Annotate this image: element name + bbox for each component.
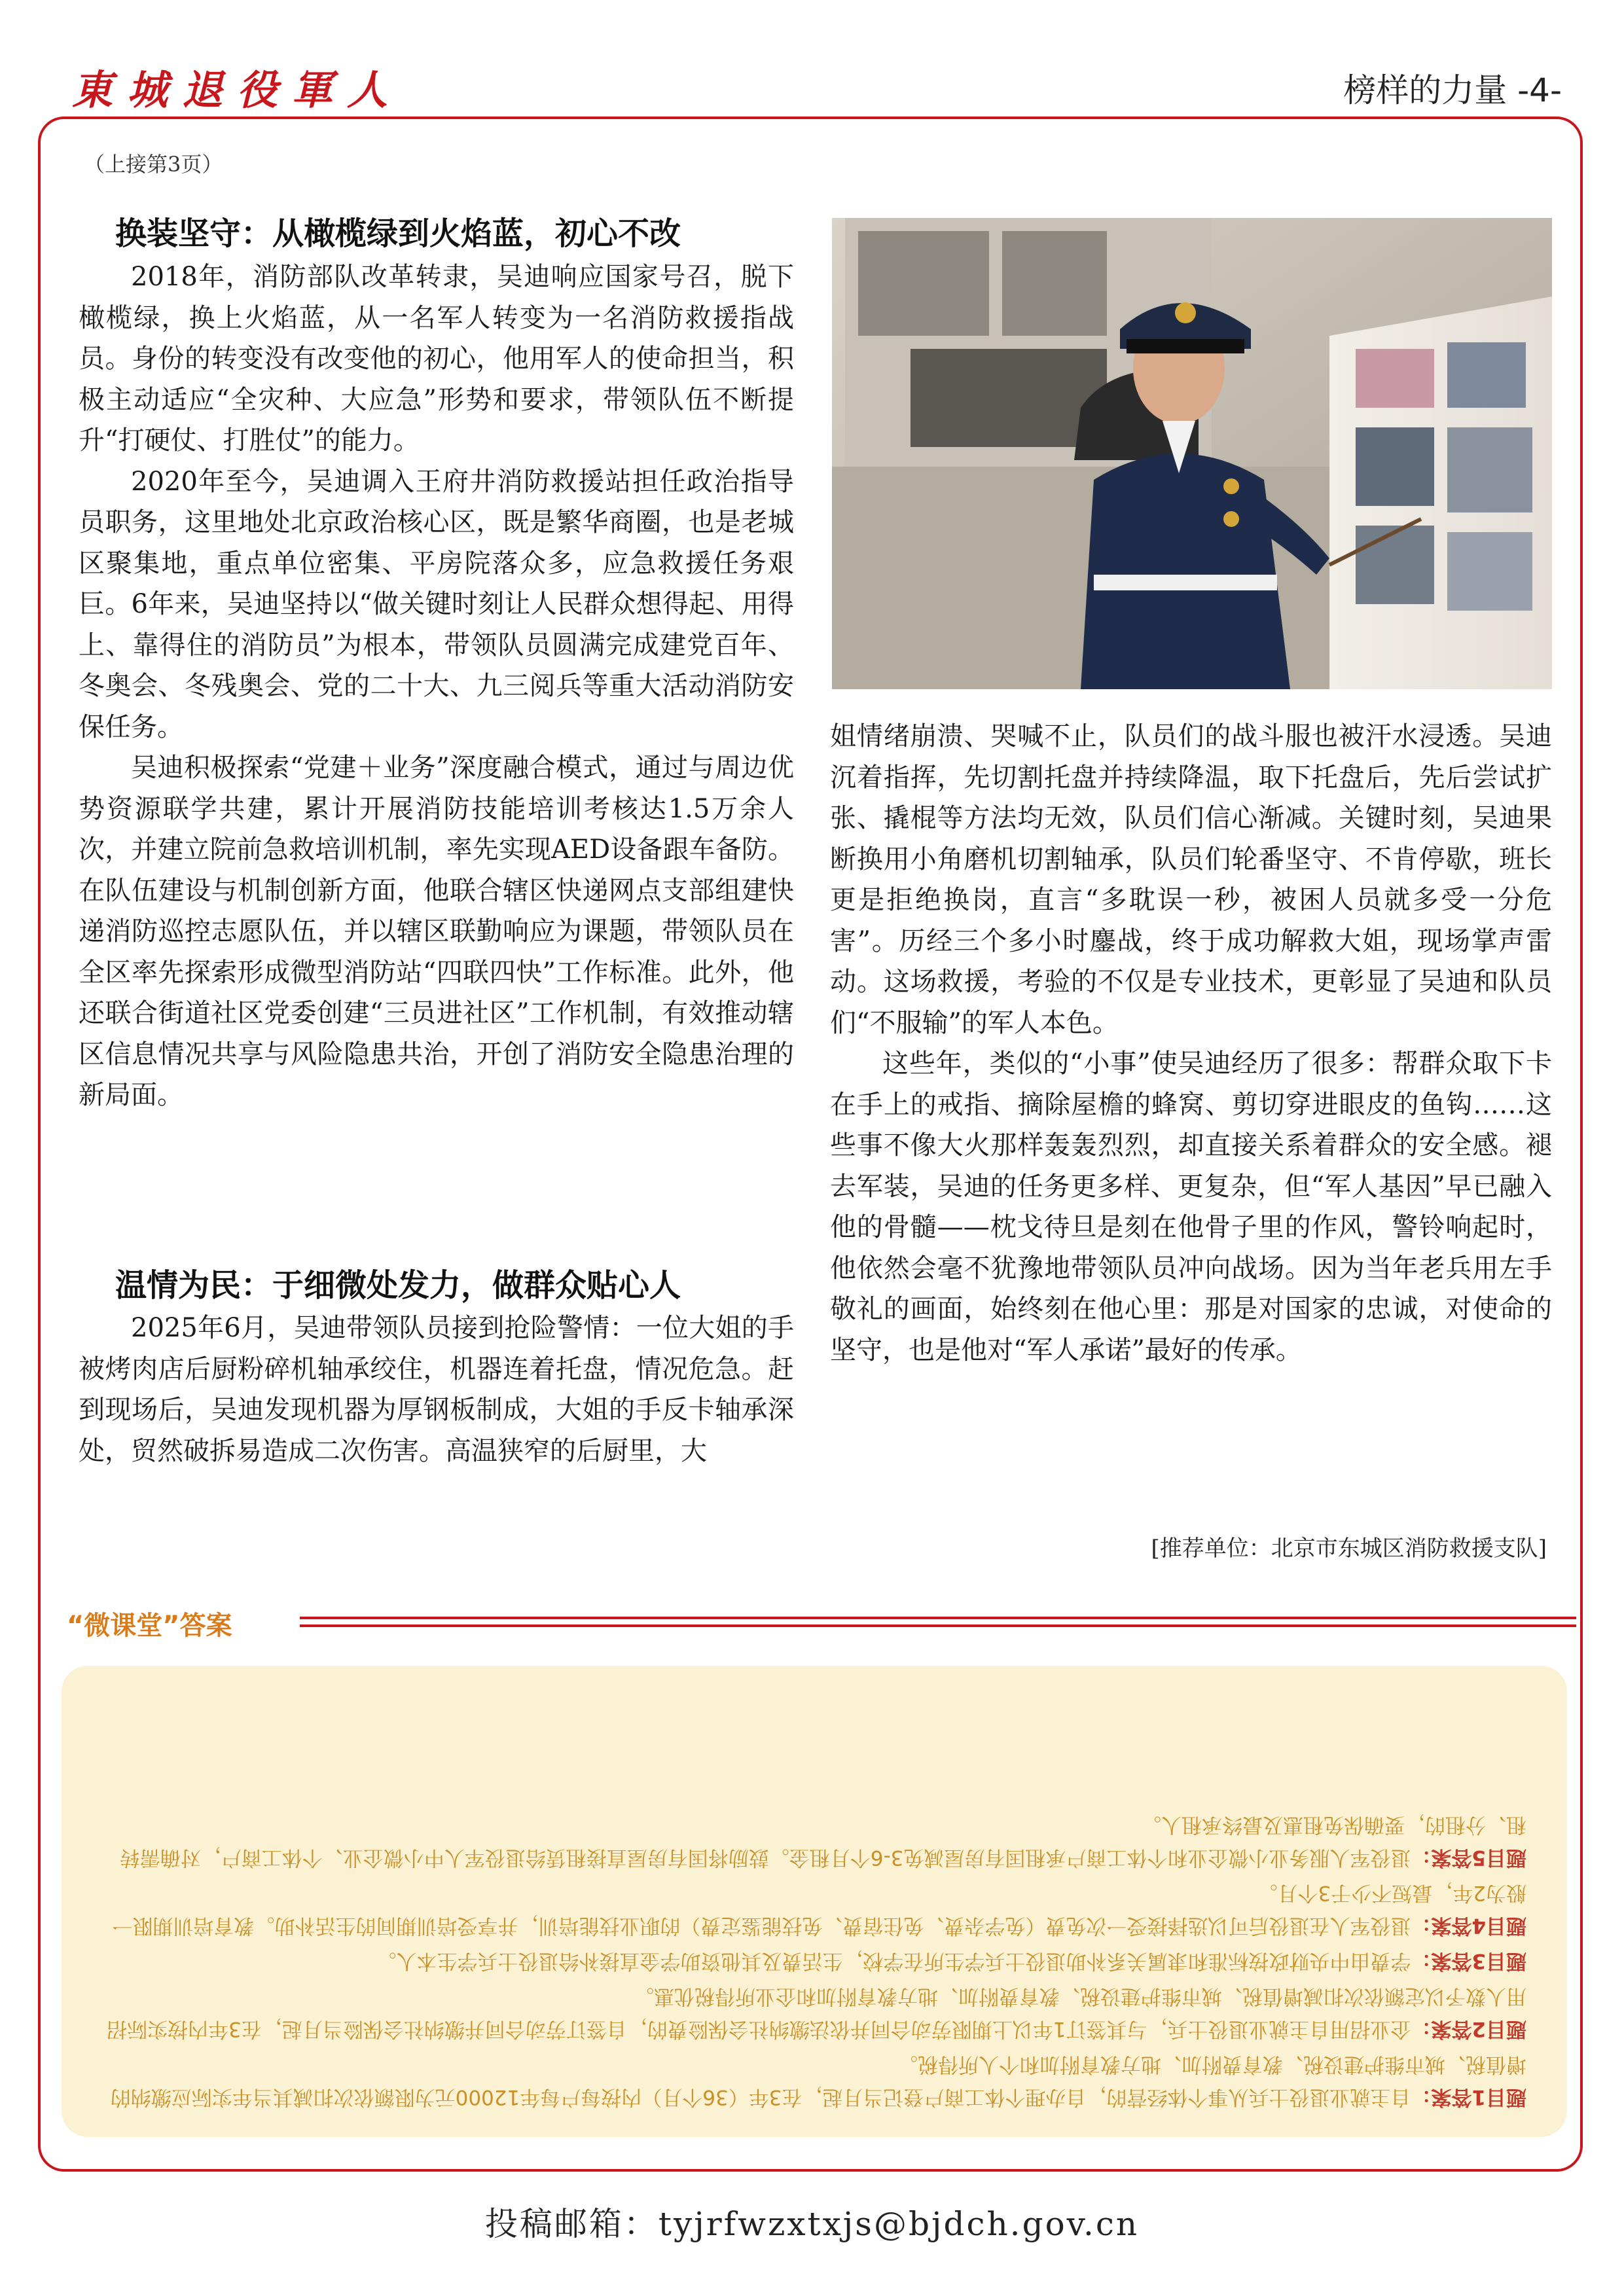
section2-paragraph-1: 2025年6月，吴迪带领队员接到抢险警情：一位大姐的手被烤肉店后厨粉碎机轴承绞住，机器连着托盘，情况危急。赶到现场后，吴迪发现机器为厚钢板制成，大姐的手反卡轴承深处，贸然破拆易造成二次伤害。高温狭窄的后厨里，大 — [79, 1313, 794, 1466]
continued-note: （上接第3页） — [84, 152, 223, 177]
answers-upside-down-text — [102, 1688, 1526, 2113]
answer-item — [102, 1808, 1526, 1874]
recommender-note: [推荐单位：北京市东城区消防救援支队] — [1151, 1535, 1547, 1562]
answer-item — [102, 1945, 1526, 1977]
answer-text: 自主就业退役士兵从事个体经营的，自办理个体工商户登记当月起，在3年（36个月）内按每户每年12000元为限额依次扣减其当年实际应缴纳的增值税、城市维护建设税、教育费附加、地方教育附加和个人所得税。 — [110, 2053, 1526, 2109]
answer-text: 退役军人服务业小微企业和个体工商户承租国有房屋减免3-6个月租金。鼓励将国有房屋直接租赁给退役军人中小微企业、个体工商户，对确需转租、分租的，要确保免租惠及最终承租人。 — [119, 1813, 1526, 1869]
answer-text: 学费由中央财政按标准和隶属关系补助退役士兵学生所在学校，生活费及其他资助学金直接补给退役士兵学生本人。 — [376, 1949, 1411, 1973]
section1-paragraph-3: 吴迪积极探索“党建＋业务”深度融合模式，通过与周边优势资源联学共建，累计开展消防技能培训考核达1.5万余人次，并建立院前急救培训机制，率先实现AED设备跟车备防。在队伍建设与机制创新方面，他联合辖区快递网点支部组建快递消防巡控志愿队伍，并以辖区联勤响应为课题，带领队员在全区率先探索形成微型消防站“四联四快”工作标准。此外，他还联合街道社区党委创建“三员进社区”工作机制，有效推动辖区信息情况共享与风险隐患共治，开创了消防安全隐患治理的新局面。 — [79, 753, 794, 1110]
answer-text: 退役军人在退役后可以选择接受一次免费（免学杂费、免住宿费、免技能鉴定费）的职业技能培训，并享受培训期间的生活补助。教育培训期限一般为2年，最短不少于3个月。 — [112, 1881, 1526, 1937]
photo-illustration — [832, 218, 1552, 689]
section2-body-left — [79, 1308, 794, 1471]
answer-label: 题目3答案： — [1411, 1949, 1526, 1973]
answer-item — [102, 1980, 1526, 2045]
answer-label: 题目1答案： — [1411, 2085, 1526, 2109]
answer-item — [102, 2048, 1526, 2113]
firefighter-photo — [832, 218, 1552, 689]
answer-text: 企业招用自主就业退役士兵，与其签订1年以上期限劳动合同并依法缴纳社会保险费的，自签订劳动合同并缴纳社会保险当月起，在3年内按实际招用人数予以定额依次扣减增值税、城市维护建设税、教育费附加、地方教育附加和企业所得税优惠。 — [106, 1984, 1526, 2041]
section1-paragraph-2: 2020年至今，吴迪调入王府井消防救援站担任政治指导员职务，这里地处北京政治核心区，既是繁华商圈，也是老城区聚集地，重点单位密集、平房院落众多，应急救援任务艰巨。6年来，吴迪坚持以“做关键时刻让人民群众想得起、用得上、靠得住的消防员”为根本，带领队员圆满完成建党百年、冬奥会、冬残奥会、党的二十大、九三阅兵等重大活动消防安保任务。 — [79, 466, 794, 742]
answer-label: 题目4答案： — [1411, 1914, 1526, 1937]
section1-title: 换装坚守：从橄榄绿到火焰蓝，初心不改 — [115, 215, 681, 252]
section2-body-right — [830, 716, 1552, 1371]
section1-body — [79, 257, 794, 1116]
answer-item — [102, 1876, 1526, 1942]
page-section-label: 榜样的力量 -4- — [1343, 71, 1562, 109]
section2-paragraph-3: 这些年，类似的“小事”使吴迪经历了很多：帮群众取下卡在手上的戒指、摘除屋檐的蜂窝、剪切穿进眼皮的鱼钩……这些事不像大火那样轰轰烈烈，却直接关系着群众的安全感。褪去军装，吴迪的任务更多样、更复杂，但“军人基因”早已融入他的骨髓——枕戈待旦是刻在他骨子里的作风，警铃响起时，他依然会毫不犹豫地带领队员冲向战场。因为当年老兵用左手敬礼的画面，始终刻在他心里：那是对国家的忠诚，对使命的坚守，也是他对“军人承诺”最好的传承。 — [830, 1049, 1552, 1365]
answers-divider-bottom — [300, 1624, 1576, 1627]
answers-box — [62, 1666, 1567, 2137]
section1-paragraph-1: 2018年，消防部队改革转隶，吴迪响应国家号召，脱下橄榄绿，换上火焰蓝，从一名军人转变为一名消防救援指战员。身份的转变没有改变他的初心，他用军人的使命担当，积极主动适应“全灾种、大应急”形势和要求，带领队伍不断提升“打硬仗、打胜仗”的能力。 — [79, 262, 794, 456]
answers-divider-top — [300, 1617, 1576, 1619]
submission-email: 投稿邮箱：tyjrfwzxtxjs@bjdch.gov.cn — [484, 2205, 1140, 2243]
answer-label: 题目5答案： — [1411, 1846, 1526, 1869]
answers-title: “微课堂”答案 — [67, 1611, 232, 1641]
answer-label: 题目2答案： — [1411, 2017, 1526, 2041]
section2-title: 温情为民：于细微处发力，做群众贴心人 — [115, 1267, 681, 1304]
masthead-logo: 東城退役軍人 — [72, 66, 403, 114]
section2-paragraph-2: 姐情绪崩溃、哭喊不止，队员们的战斗服也被汗水浸透。吴迪沉着指挥，先切割托盘并持续降温，取下托盘后，先后尝试扩张、撬棍等方法均无效，队员们信心渐减。关键时刻，吴迪果断换用小角磨机切割轴承，队员们轮番坚守、不肯停歇，班长更是拒绝换岗，直言“多耽误一秒，被困人员就多受一分危害”。历经三个多小时鏖战，终于成功解救大姐，现场掌声雷动。这场救援，考验的不仅是专业技术，更彰显了吴迪和队员们“不服输”的军人本色。 — [830, 721, 1552, 1038]
